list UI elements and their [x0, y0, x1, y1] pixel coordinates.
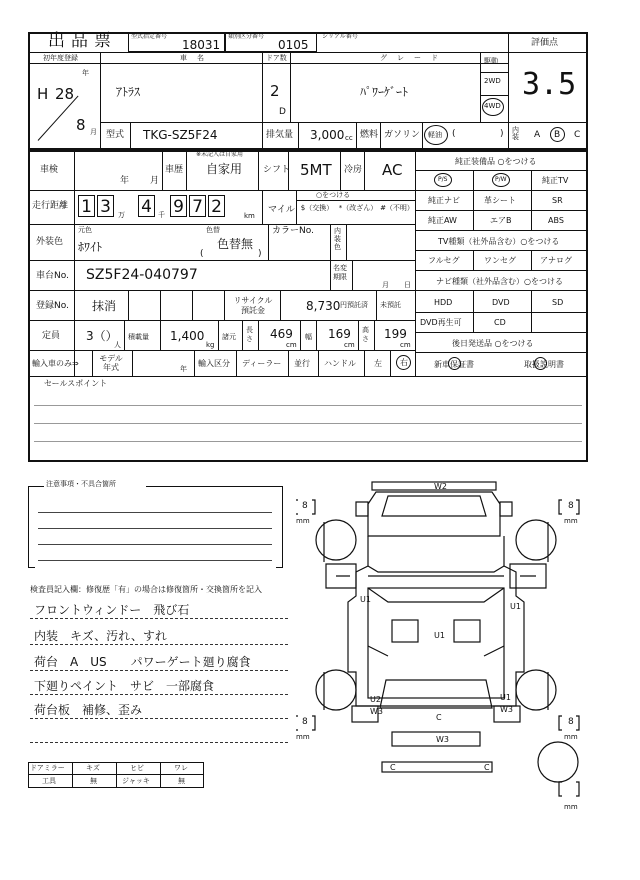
door-suffix: D [279, 107, 286, 117]
registration-value: 抹消 [92, 299, 117, 313]
first-reg-label: 初年度登録 [43, 54, 78, 62]
chassis-value: SZ5F24-040797 [86, 267, 198, 283]
length-label: 長さ [246, 326, 253, 343]
note-line-5: 荷台板 補修、歪み [34, 703, 143, 717]
era: H [37, 85, 49, 103]
diag-u2: U2 [370, 695, 381, 704]
navi-sd[interactable]: SD [552, 298, 564, 307]
diag-u1-left: U1 [360, 595, 371, 604]
shift-value: 5MT [300, 161, 332, 179]
equip-airbag[interactable]: エアB [490, 216, 512, 225]
model-value: TKG-SZ5F24 [143, 128, 218, 142]
year-unit: 年 [82, 69, 89, 77]
tv-oneseg[interactable]: ワンセグ [484, 256, 516, 265]
month-unit: 月 [90, 128, 97, 136]
interior-label: 内装 [512, 126, 519, 141]
vehicle-diagram [296, 476, 596, 816]
mile-label: マイル [268, 205, 295, 215]
car-name: ｱﾄﾗｽ [116, 85, 141, 99]
displacement-unit: cc [345, 134, 353, 142]
shaken-month-unit: 月 [150, 176, 160, 186]
load-label: 積載量 [128, 333, 149, 341]
diag-c-mid: C [436, 713, 442, 722]
equip-navi[interactable]: 純正ナビ [428, 196, 460, 205]
interior-b[interactable]: B [554, 130, 561, 140]
navi-title: ナビ種類（社外品含む）○をつける [436, 277, 563, 286]
score-value: 3.5 [522, 67, 577, 102]
note-line-2: 内装 キズ、汚れ、すれ [34, 629, 167, 643]
sen-unit: 千 [158, 211, 165, 219]
length-value: 469 [270, 327, 293, 341]
mileage-digit-6: 2 [208, 195, 225, 217]
legend-r2: 無 [90, 777, 97, 785]
height-value: 199 [384, 327, 407, 341]
width-label: 幅 [305, 333, 312, 341]
color-label: 外装色 [36, 237, 64, 247]
later-manual[interactable]: 取扱説明書 [524, 360, 564, 369]
page-title: 出品票 [48, 31, 117, 51]
mileage-digit-3: 4 [138, 195, 155, 217]
original-color-label: 元色 [78, 226, 92, 234]
tv-analog[interactable]: アナログ [540, 256, 572, 265]
history-label: 車歴 [165, 165, 184, 175]
displacement-label: 排気量 [266, 130, 294, 140]
car-name-label: 車名 [180, 54, 214, 62]
capacity-value: 3（） [86, 329, 118, 343]
equipment-title: 純正装備品 ○をつける [455, 157, 537, 166]
fuel-label: 燃料 [360, 130, 379, 140]
caution-bracket-left [28, 486, 35, 568]
shift-label: シフト [263, 165, 291, 175]
history-value: 自家用 [206, 162, 243, 176]
mileage-label: 走行距離 [32, 201, 69, 211]
altered-label: *（改ざん） [338, 204, 378, 212]
chassis-label: 車台No. [36, 271, 69, 281]
dim-label: 諸元 [222, 333, 236, 341]
import-label: 輸入車のみ⇒ [32, 359, 79, 368]
tire-fr-value: 8 [568, 501, 574, 511]
diag-w3-bottom: W3 [436, 735, 449, 744]
later-title: 後日発送品 ○をつける [452, 339, 534, 348]
name-change-month: 月 [382, 281, 389, 289]
exchange-label: $（交換） [300, 204, 334, 212]
mileage-digit-5: 7 [189, 195, 206, 217]
name-change-day: 日 [404, 281, 411, 289]
doors-label: ドア数 [266, 54, 287, 62]
note-line-3: 荷台 A US パワーゲート廻り腐食 [34, 655, 251, 669]
height-unit: cm [400, 341, 411, 349]
grade-label: グレード [380, 54, 448, 62]
legend-r3: ジャッキ [122, 777, 150, 785]
recycle-label: リサイクル預託金 [233, 296, 273, 315]
fuel-other: ( [452, 129, 456, 139]
tire-fl-unit: mm [296, 517, 310, 525]
grade-value: ﾊﾟﾜｰｹﾞｰﾄ [360, 85, 409, 99]
navi-dvd[interactable]: DVD [492, 298, 510, 307]
km-unit: km [244, 212, 255, 220]
drive-4wd[interactable]: 4WD [484, 102, 501, 110]
circle-note: ○をつける [316, 191, 351, 199]
class-value: 0105 [278, 38, 309, 52]
interior-a[interactable]: A [534, 130, 541, 140]
type-cert-label: 型式指定番号 [131, 33, 168, 40]
caution-label: 注意事項・不具合箇所 [46, 480, 116, 488]
parallel-label[interactable]: 並行 [294, 359, 310, 368]
recycle-unit: 円預託済 [340, 301, 368, 309]
width-value: 169 [328, 327, 351, 341]
dealer-label[interactable]: ディーラー [242, 359, 282, 368]
color-paren-close: ) [258, 249, 262, 259]
note-line-4: 下廻りペイント サビ 一部腐食 [34, 679, 215, 693]
shaken-year-unit: 年 [120, 176, 130, 186]
handle-label: ハンドル [324, 359, 356, 368]
original-color-value: ﾎﾜｲﾄ [78, 240, 103, 254]
class-label: 類別区分番号 [228, 33, 265, 40]
model-label: 型式 [106, 130, 125, 140]
equip-abs[interactable]: ABS [548, 216, 564, 225]
diag-u1-right: U1 [510, 602, 521, 611]
legend-h3: ヒビ [130, 764, 144, 772]
equip-aw[interactable]: 純正AW [428, 216, 457, 225]
tire-rl-value: 8 [302, 717, 308, 727]
color-change-value: 色替無 [217, 237, 254, 251]
color-no-label: カラーNo. [272, 226, 314, 236]
diag-w2: W2 [434, 482, 447, 491]
note-line-1: フロントウィンドー 飛び石 [34, 603, 190, 617]
later-warranty[interactable]: 新車保証書 [434, 360, 474, 369]
mileage-digit-2: 3 [97, 195, 114, 217]
equip-pw[interactable]: P/W [495, 176, 507, 183]
recycle-value: 8,730 [306, 299, 341, 313]
navi-hdd[interactable]: HDD [434, 298, 453, 307]
kg-unit: kg [206, 341, 215, 349]
tire-fr-unit: mm [564, 517, 578, 525]
unknown-label: #（不明） [380, 204, 414, 212]
caution-bracket-right [276, 486, 283, 568]
cd[interactable]: CD [494, 318, 506, 327]
tire-rr-unit: mm [564, 733, 578, 741]
serial-label: シリアル番号 [322, 33, 358, 40]
legend-r1: 工具 [42, 777, 56, 785]
import-class-label: 輸入区分 [198, 359, 230, 368]
color-code-label: 色替 [206, 226, 220, 234]
fuel-other-close: ) [500, 129, 504, 139]
fuel-diesel[interactable]: 軽油 [428, 131, 442, 139]
handle-right[interactable]: 右 [400, 358, 408, 367]
doors-value: 2 [270, 82, 280, 100]
diag-c-right: C [484, 763, 490, 772]
color-paren-open: ( [200, 249, 204, 259]
score-label: 評価点 [531, 38, 559, 48]
name-change-label: 名変期限 [333, 264, 347, 281]
capacity-label: 定員 [42, 331, 61, 341]
recycle-unpaid: 未預託 [380, 301, 401, 309]
model-year-label: モデル年式 [99, 354, 123, 372]
equip-tv[interactable]: 純正TV [542, 176, 569, 185]
legend-h1: ドアミラー [30, 764, 65, 772]
tire-fl-value: 8 [302, 501, 308, 511]
man-unit: 万 [118, 211, 125, 219]
legend-h2: キズ [86, 764, 100, 772]
equip-sr[interactable]: SR [552, 196, 563, 205]
tire-rl-unit: mm [296, 733, 310, 741]
load-value: 1,400 [170, 329, 205, 343]
dvd-play[interactable]: DVD再生可 [420, 318, 462, 327]
mileage-digit-4: 9 [170, 195, 187, 217]
diag-u1-center: U1 [434, 631, 445, 640]
drive-label: 駆動 [484, 57, 498, 65]
equip-ps[interactable]: P/S [438, 176, 448, 183]
displacement-value: 3,000 [310, 128, 345, 142]
legend-r4: 無 [178, 777, 185, 785]
length-unit: cm [286, 341, 297, 349]
tire-spare-unit: mm [564, 803, 578, 811]
tv-title: TV種類（社外品含む）○をつける [438, 237, 560, 246]
height-label: 高さ [362, 326, 369, 343]
ac-label: 冷房 [344, 165, 363, 175]
handle-left[interactable]: 左 [374, 359, 382, 368]
sales-point-label: セールスポイント [44, 379, 108, 388]
width-unit: cm [344, 341, 355, 349]
equip-leather[interactable]: 革シート [484, 196, 516, 205]
tire-rr-value: 8 [568, 717, 574, 727]
fuel-gasoline[interactable]: ガソリン [384, 130, 421, 140]
interior-color-label: 内装色 [334, 227, 341, 251]
diag-w3-right: W3 [500, 705, 513, 714]
ac-value: AC [382, 161, 403, 179]
diag-w3-left: W3 [370, 707, 383, 716]
inspector-note: 検査員記入欄：修復歴「有」の場合は修復箇所・交換箇所を記入 [30, 585, 262, 594]
interior-c[interactable]: C [574, 130, 581, 140]
tv-fullseg[interactable]: フルセグ [428, 256, 460, 265]
mileage-digit-1: 1 [78, 195, 95, 217]
first-reg-year: 28 [55, 85, 75, 103]
legend-h4: ワレ [174, 764, 188, 772]
drive-2wd[interactable]: 2WD [484, 77, 501, 85]
diag-c-left: C [390, 763, 396, 772]
first-reg-month: 8 [76, 116, 86, 134]
diag-u1-rear: U1 [500, 693, 511, 702]
history-note: ※未記入は自家用 [196, 151, 244, 158]
model-year-unit: 年 [180, 365, 187, 373]
registration-label: 登録No. [36, 301, 69, 311]
person-unit: 人 [114, 341, 121, 349]
shaken-label: 車検 [40, 165, 59, 175]
type-cert-value: 18031 [182, 38, 221, 52]
